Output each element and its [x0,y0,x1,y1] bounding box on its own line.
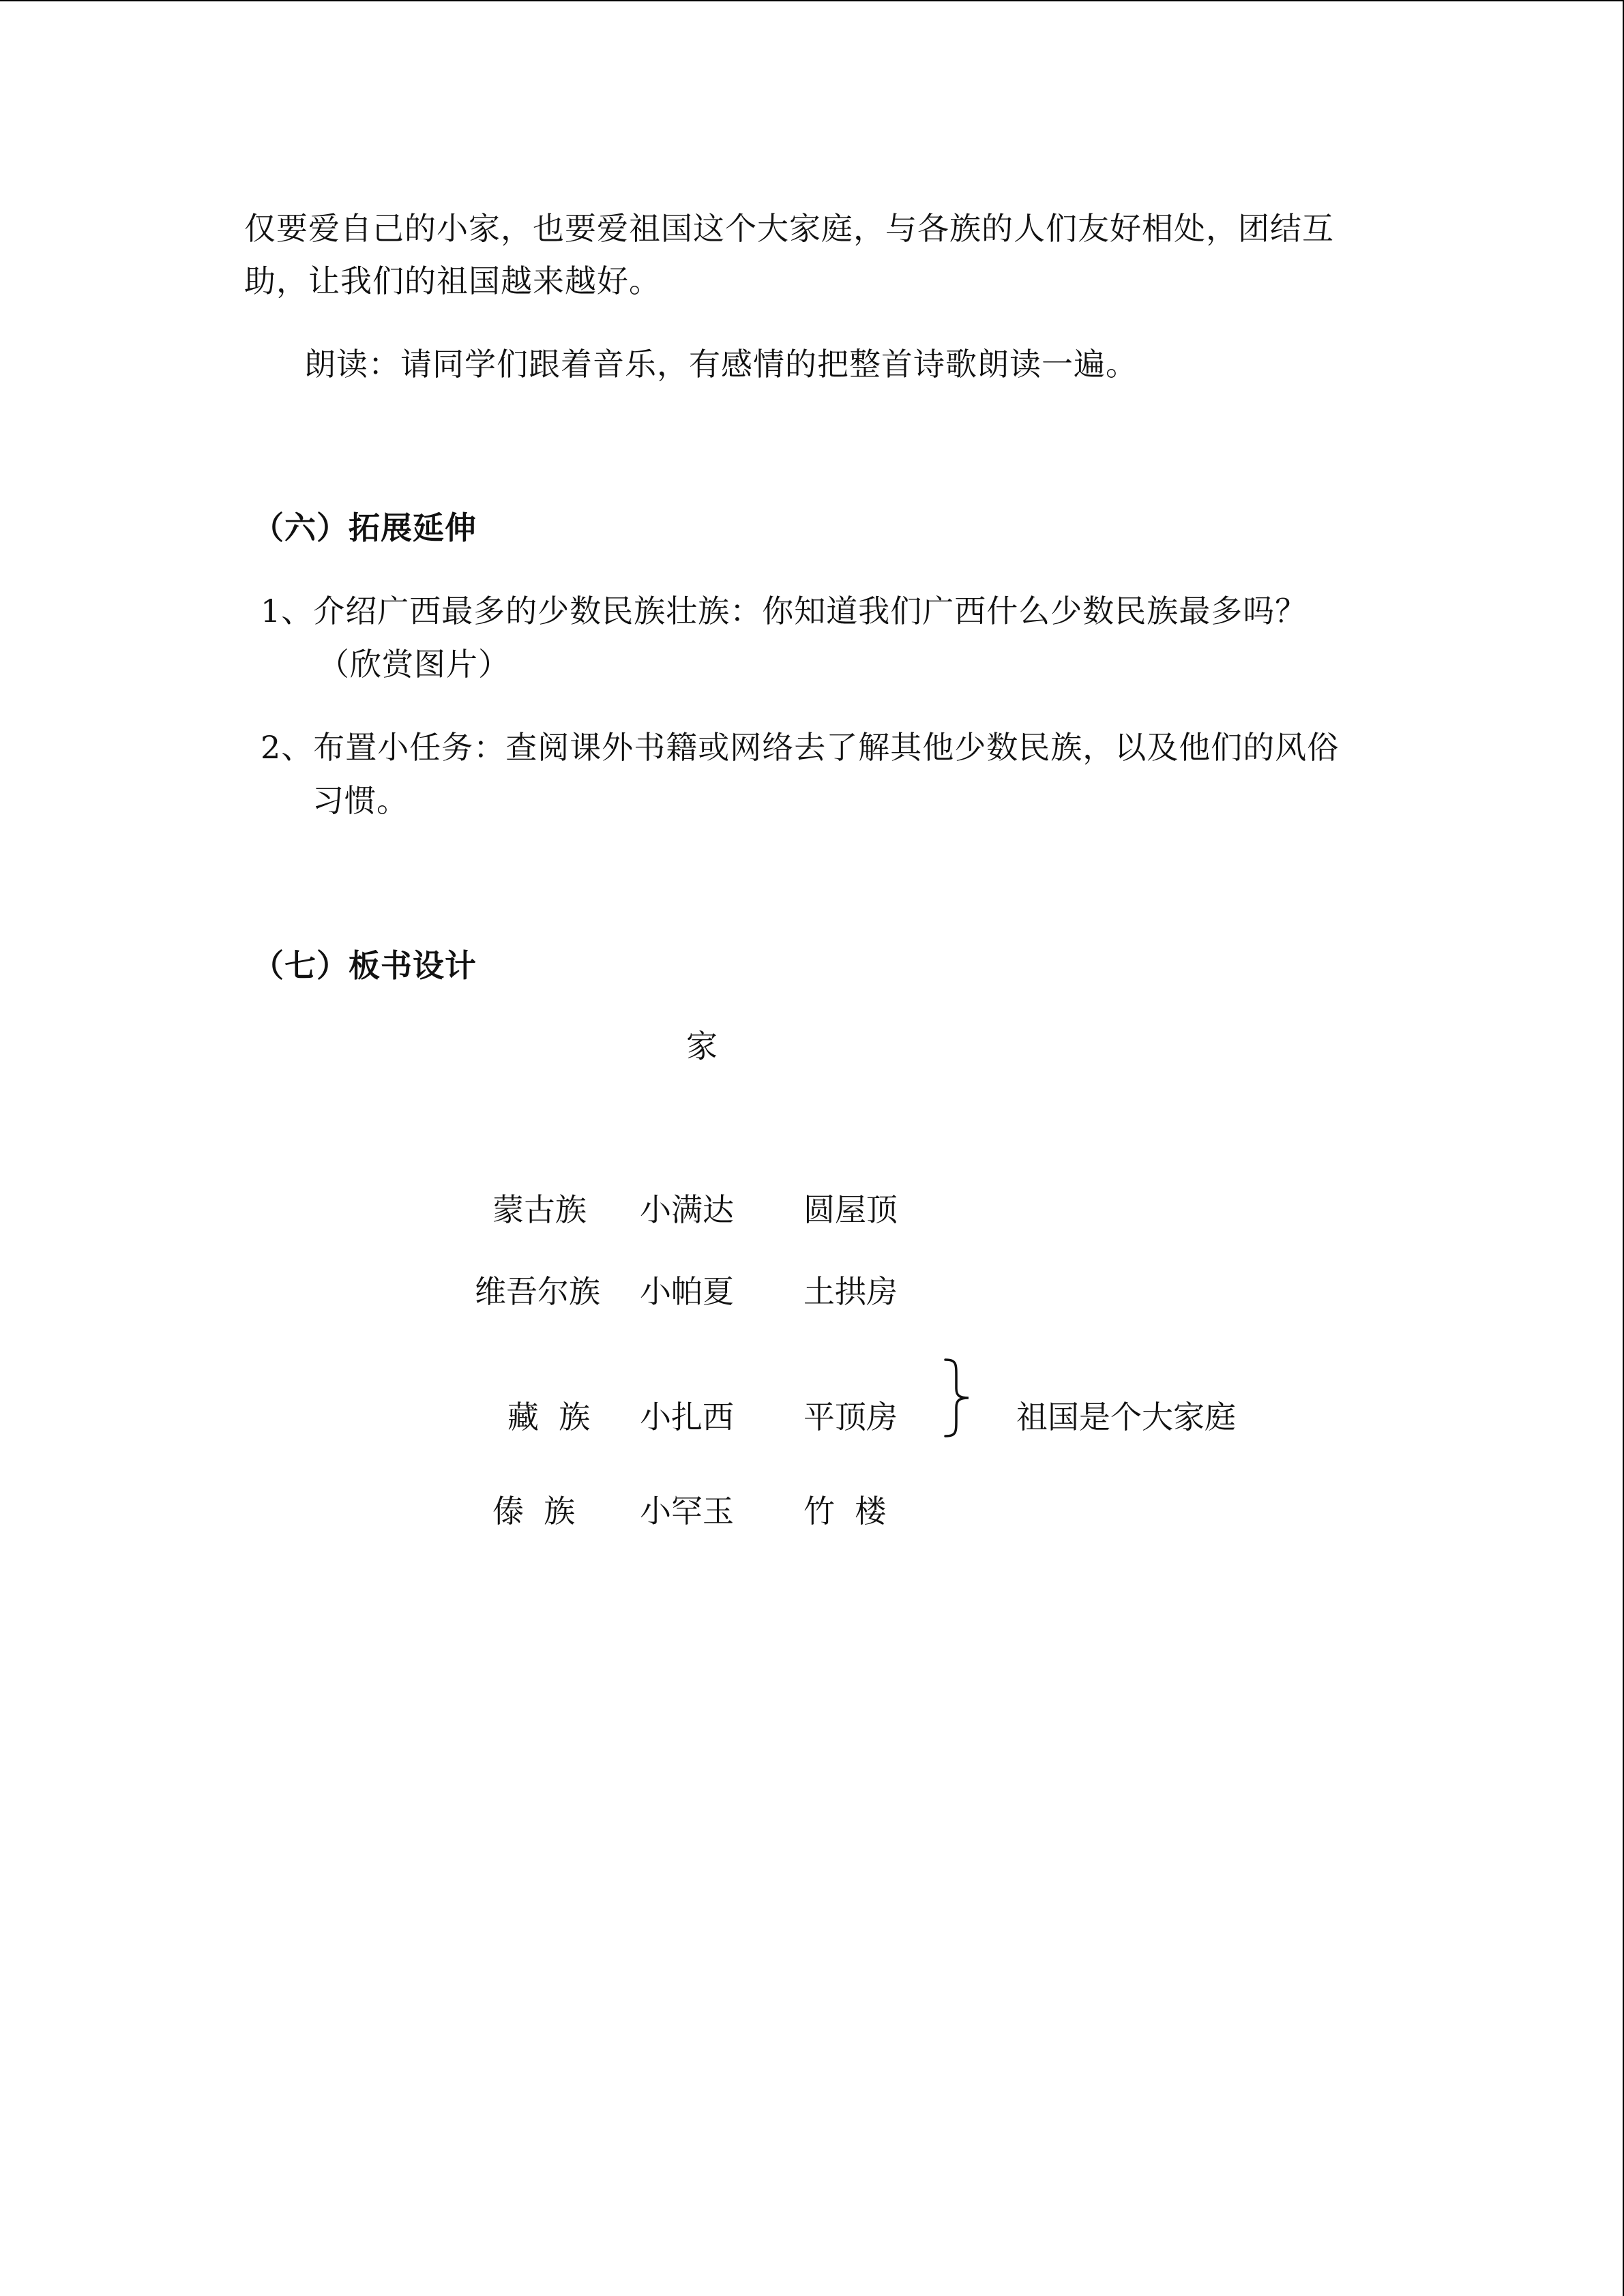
board-child-name: 小满达 [640,1191,734,1228]
list-item-1: 1、介绍广西最多的少数民族壮族：你知道我们广西什么少数民族最多吗？ [261,593,1308,629]
board-child-name: 小罕玉 [640,1493,734,1530]
board-child-name: 小扎西 [640,1399,734,1435]
board-house-type: 圆屋顶 [803,1191,898,1228]
reading-instruction: 朗读：请同学们跟着音乐，有感情的把整首诗歌朗读一遍。 [304,346,1138,383]
paragraph-line: 助，让我们的祖国越来越好。 [244,263,661,299]
board-ethnic-group: 蒙古族 [492,1191,587,1228]
list-item-1-continuation: （欣赏图片） [318,646,510,683]
right-brace-icon [941,1357,975,1439]
board-house-type: 土拱房 [803,1273,898,1310]
board-conclusion: 祖国是个大家庭 [1016,1399,1236,1435]
board-ethnic-group: 维吾尔族 [475,1273,600,1310]
board-house-type: 竹 楼 [803,1493,887,1530]
section-heading-extension: （六）拓展延伸 [252,509,477,546]
board-ethnic-group: 藏 族 [507,1399,591,1435]
board-title: 家 [686,1028,718,1064]
section-heading-board-design: （七）板书设计 [252,947,477,984]
board-ethnic-group: 傣 族 [492,1493,576,1530]
board-house-type: 平顶房 [803,1399,898,1435]
list-item-2-continuation: 习惯。 [312,782,409,819]
paragraph-line: 仅要爱自己的小家，也要爱祖国这个大家庭，与各族的人们友好相处，团结互 [244,210,1334,247]
board-child-name: 小帕夏 [640,1273,734,1310]
list-item-2: 2、布置小任务：查阅课外书籍或网络去了解其他少数民族，以及他们的风俗 [261,729,1340,766]
